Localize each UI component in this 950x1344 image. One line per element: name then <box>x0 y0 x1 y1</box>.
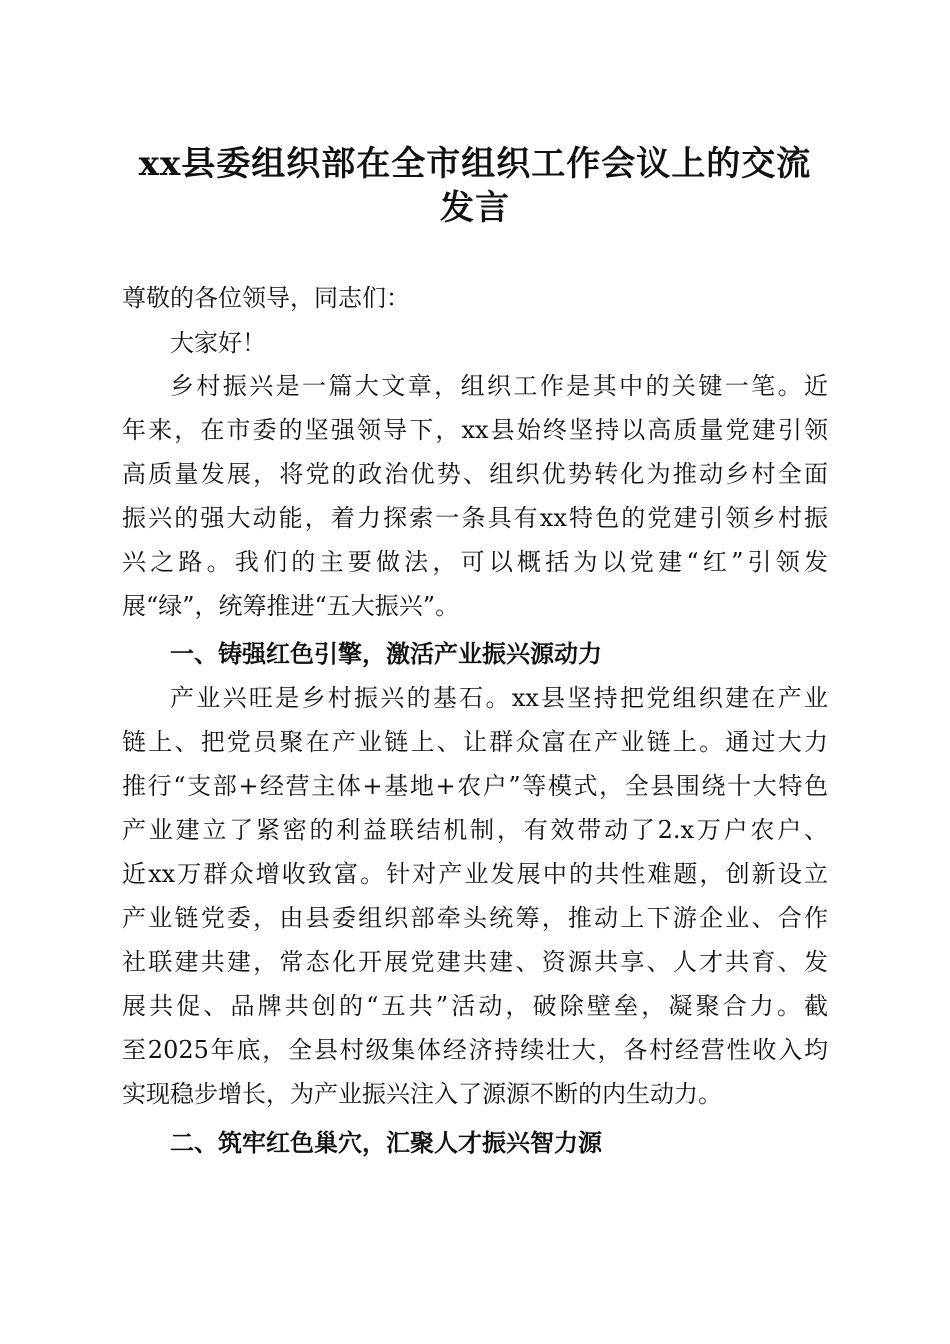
section-1-line: 产业建立了紧密的利益联结机制，有效带动了2.x万户农户、 <box>122 816 828 844</box>
intro-line: 展“绿”，统筹推进“五大振兴”。 <box>122 592 460 620</box>
intro-line: 振兴的强大动能，着力探索一条具有xx特色的党建引领乡村振 <box>122 504 828 532</box>
section-1-line: 产业兴旺是乡村振兴的基石。xx县坚持把党组织建在产业 <box>170 684 828 712</box>
section-1-line: 至2025年底，全县村级集体经济持续壮大，各村经营性收入均 <box>122 1036 828 1064</box>
document-title-line-2: 发言 <box>440 188 510 228</box>
section-1-line: 社联建共建，常态化开展党建共建、资源共享、人才共育、发 <box>122 948 828 976</box>
section-1-line: 链上、把党员聚在产业链上、让群众富在产业链上。通过大力 <box>122 728 828 756</box>
intro-line: 兴之路。我们的主要做法，可以概括为以党建“红”引领发 <box>122 548 828 576</box>
section-1-line: 产业链党委，由县委组织部牵头统筹，推动上下游企业、合作 <box>122 904 828 932</box>
intro-line: 年来，在市委的坚强领导下，xx县始终坚持以高质量党建引领 <box>122 416 828 444</box>
section-1-line: 实现稳步增长，为产业振兴注入了源源不断的内生动力。 <box>122 1080 722 1108</box>
salutation: 尊敬的各位领导，同志们： <box>122 284 410 312</box>
section-2-heading: 二、筑牢红色巢穴，汇聚人才振兴智力源 <box>170 1129 602 1157</box>
section-1-heading: 一、铸强红色引擎，激活产业振兴源动力 <box>170 640 602 668</box>
intro-line: 高质量发展，将党的政治优势、组织优势转化为推动乡村全面 <box>122 460 828 488</box>
document-title-line-1: xx县委组织部在全市组织工作会议上的交流 <box>138 144 812 184</box>
section-1-line: 近xx万群众增收致富。针对产业发展中的共性难题，创新设立 <box>122 860 828 888</box>
section-1-line: 推行“支部+经营主体+基地+农户”等模式，全县围绕十大特色 <box>122 772 828 800</box>
greeting: 大家好！ <box>170 329 266 357</box>
section-1-line: 展共促、品牌共创的“五共”活动，破除壁垒，凝聚合力。截 <box>122 992 828 1020</box>
intro-line: 乡村振兴是一篇大文章，组织工作是其中的关键一笔。近 <box>170 372 828 400</box>
